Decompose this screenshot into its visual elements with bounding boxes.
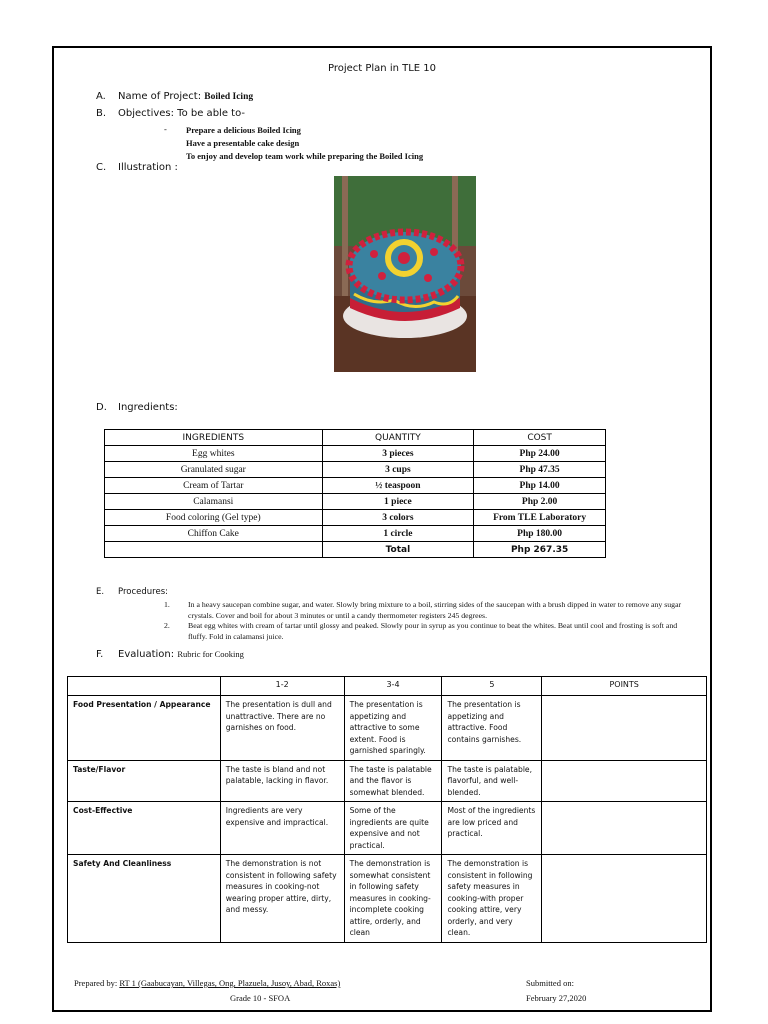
rubric-cell: The taste is bland and not palatable, lacking in flavor. <box>220 760 344 802</box>
ingredient-cost: Php 47.35 <box>474 462 606 478</box>
objectives-dash: - <box>164 124 167 134</box>
section-a-letter: A. <box>96 91 106 102</box>
table-row <box>105 478 606 494</box>
table-row <box>105 526 606 542</box>
project-name: Boiled Icing <box>204 92 254 102</box>
section-f-label: Evaluation: <box>118 649 175 660</box>
cake-photo-image <box>334 176 476 372</box>
procedure-number: 2. <box>164 621 170 630</box>
ingredients-header-quantity: QUANTITY <box>322 430 474 446</box>
section-e <box>96 587 168 597</box>
rubric-criterion: Safety And Cleanliness <box>68 855 221 943</box>
section-c-label: Illustration : <box>118 162 178 173</box>
rubric-cell: The demonstration is not consistent in following safety measures in cooking-not wearing proper attire, dirty, and messy. <box>220 855 344 943</box>
ingredient-cost: Php 14.00 <box>474 478 606 494</box>
cake-illustration <box>334 176 476 372</box>
ingredient-quantity: 1 piece <box>322 494 474 510</box>
table-row <box>105 462 606 478</box>
section-c <box>96 162 178 173</box>
ingredients-table <box>104 429 606 558</box>
rubric-title: Rubric for Cooking <box>177 649 244 659</box>
rubric-cell: Most of the ingredients are low priced and practical. <box>442 802 542 855</box>
rubric-cell: The presentation is appetizing and attractive to some extent. Food is garnished sparingly. <box>344 696 442 761</box>
rubric-points-cell <box>542 802 707 855</box>
page-title: Project Plan in TLE 10 <box>327 63 437 74</box>
ingredient-quantity: 1 circle <box>322 526 474 542</box>
section-e-letter: E. <box>96 587 105 597</box>
section-e-label: Procedures: <box>118 587 168 597</box>
table-row <box>105 446 606 462</box>
ingredient-quantity: 3 cups <box>322 462 474 478</box>
rubric-table <box>67 676 707 943</box>
ingredients-header-ingredient: INGREDIENTS <box>105 430 323 446</box>
rubric-points-cell <box>542 760 707 802</box>
rubric-cell: The demonstration is consistent in following safety measures in cooking-with proper cooking attire, very orderly, and very clean. <box>442 855 542 943</box>
section-f <box>96 649 244 660</box>
rubric-cell: Some of the ingredients are quite expensive and not practical. <box>344 802 442 855</box>
total-label: Total <box>322 542 474 558</box>
section-d-letter: D. <box>96 402 107 413</box>
rubric-cell: The taste is palatable, flavorful, and well-blended. <box>442 760 542 802</box>
ingredient-cost: Php 180.00 <box>474 526 606 542</box>
ingredient-cost: From TLE Laboratory <box>474 510 606 526</box>
document-page <box>52 46 712 1012</box>
rubric-cell: The demonstration is somewhat consistent in following safety measures in cooking-incomplete cooking attire, orderly, and clean <box>344 855 442 943</box>
section-b-label: Objectives: To be able to- <box>118 108 245 119</box>
table-row <box>68 802 707 855</box>
submitted-date: February 27,2020 <box>526 993 587 1003</box>
procedure-number: 1. <box>164 600 170 609</box>
procedures-list <box>164 600 689 642</box>
ingredient-cost: Php 24.00 <box>474 446 606 462</box>
ingredients-header-row <box>105 430 606 446</box>
rubric-cell: The presentation is dull and unattractive. There are no garnishes on food. <box>220 696 344 761</box>
rubric-header-5: 5 <box>442 677 542 696</box>
ingredient-quantity: ½ teaspoon <box>322 478 474 494</box>
section-b <box>96 108 245 119</box>
table-row <box>68 696 707 761</box>
section-d-label: Ingredients: <box>118 402 178 413</box>
grade-section: Grade 10 - SFOA <box>230 993 291 1003</box>
procedure-text: In a heavy saucepan combine sugar, and water. Slowly bring mixture to a boil, stirring sides of the saucepan with a brush dipped in water to remove any sugar crystals. Cover and boil for about 3 minutes or until a candy thermometer registers 245 degrees. <box>188 600 682 620</box>
rubric-criterion: Cost-Effective <box>68 802 221 855</box>
procedure-item <box>164 621 689 642</box>
objective-item: Have a presentable cake design <box>186 138 300 148</box>
section-d <box>96 402 178 413</box>
rubric-points-cell <box>542 855 707 943</box>
rubric-cell: The presentation is appetizing and attractive. Food contains garnishes. <box>442 696 542 761</box>
table-row <box>68 855 707 943</box>
ingredient-name: Chiffon Cake <box>105 526 323 542</box>
submitted-label: Submitted on: <box>526 978 574 988</box>
table-row <box>105 510 606 526</box>
ingredient-name: Cream of Tartar <box>105 478 323 494</box>
prepared-by <box>74 978 340 988</box>
section-a <box>96 91 253 102</box>
ingredients-header-cost: COST <box>474 430 606 446</box>
total-row <box>105 542 606 558</box>
procedure-text: Beat egg whites with cream of tartar until glossy and peaked. Slowly pour in syrup as you continue to beat the whites. Beat until cool and frosting is soft and fluffy. Fold in calamansi juice. <box>188 621 678 641</box>
objective-item: To enjoy and develop team work while preparing the Boiled Icing <box>186 151 424 161</box>
procedure-item <box>164 600 689 621</box>
rubric-header-points: POINTS <box>542 677 707 696</box>
rubric-points-cell <box>542 696 707 761</box>
ingredient-name: Egg whites <box>105 446 323 462</box>
rubric-header-1-2: 1-2 <box>220 677 344 696</box>
prepared-by-label: Prepared by: <box>74 978 118 988</box>
prepared-by-value: RT 1 (Gaabucayan, Villegas, Ong, Plazuela, Jusoy, Abad, Roxas) <box>119 978 341 988</box>
rubric-cell: Ingredients are very expensive and impractical. <box>220 802 344 855</box>
ingredient-name: Food coloring (Gel type) <box>105 510 323 526</box>
rubric-header-criteria <box>68 677 221 696</box>
rubric-cell: The taste is palatable and the flavor is somewhat blended. <box>344 760 442 802</box>
section-c-letter: C. <box>96 162 107 173</box>
total-empty-cell <box>105 542 323 558</box>
ingredient-quantity: 3 colors <box>322 510 474 526</box>
table-row <box>105 494 606 510</box>
rubric-header-3-4: 3-4 <box>344 677 442 696</box>
section-b-letter: B. <box>96 108 107 119</box>
rubric-criterion: Taste/Flavor <box>68 760 221 802</box>
rubric-header-row <box>68 677 707 696</box>
table-row <box>68 760 707 802</box>
total-value: Php 267.35 <box>474 542 606 558</box>
objectives-list <box>186 124 423 163</box>
ingredient-quantity: 3 pieces <box>322 446 474 462</box>
section-f-letter: F. <box>96 649 104 660</box>
rubric-criterion: Food Presentation / Appearance <box>68 696 221 761</box>
ingredient-name: Calamansi <box>105 494 323 510</box>
section-a-label: Name of Project: <box>118 91 202 102</box>
objective-item: Prepare a delicious Boiled Icing <box>186 125 301 135</box>
ingredient-cost: Php 2.00 <box>474 494 606 510</box>
ingredient-name: Granulated sugar <box>105 462 323 478</box>
